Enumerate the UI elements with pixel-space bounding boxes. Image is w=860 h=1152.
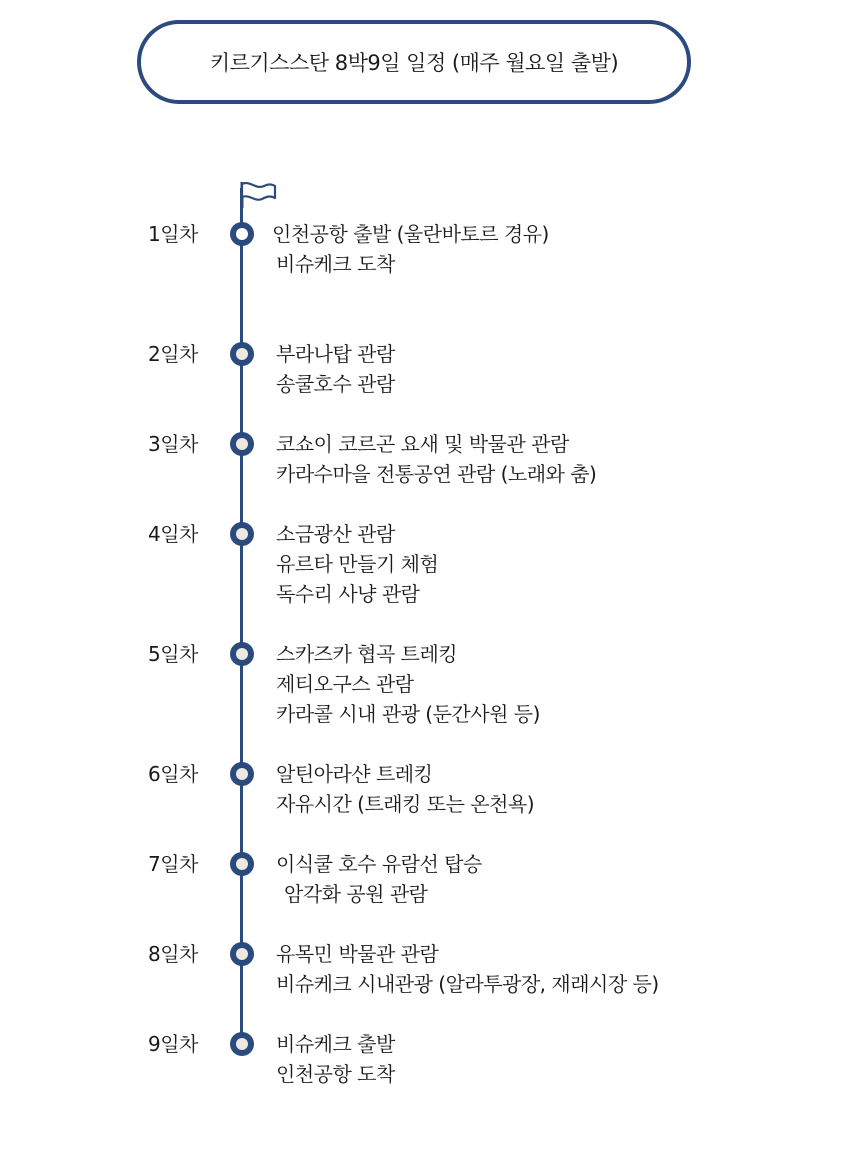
day-label: 1일차 [148, 222, 198, 246]
flag-icon [240, 180, 280, 208]
day-activities [276, 639, 540, 729]
activity-line: 카라콜 시내 관광 (둔간사원 등) [276, 702, 540, 726]
day-activities [276, 849, 482, 909]
day-activities [276, 939, 659, 999]
activity-line: 스카즈카 협곡 트레킹 [276, 642, 458, 666]
activity-line: 독수리 사냥 관람 [276, 582, 420, 606]
day-label: 6일차 [148, 762, 198, 786]
activity-line: 카라수마을 전통공연 관람 (노래와 춤) [276, 462, 597, 486]
activity-line: 송쿨호수 관람 [276, 372, 395, 396]
activity-line: 비슈케크 시내관광 (알라투광장, 재래시장 등) [276, 972, 659, 996]
day-label: 3일차 [148, 432, 198, 456]
day-activities [272, 219, 549, 279]
day-dot-icon [230, 222, 254, 246]
day-activities [276, 339, 395, 399]
activity-line: 유르타 만들기 체험 [276, 552, 439, 576]
day-dot-icon [230, 852, 254, 876]
day-dot-icon [230, 432, 254, 456]
activity-line: 인천공항 도착 [276, 1062, 395, 1086]
activity-line: 비슈케크 출발 [276, 1032, 395, 1056]
day-label: 9일차 [148, 1032, 198, 1056]
day-dot-icon [230, 1032, 254, 1056]
activity-line: 알틴아라샨 트레킹 [276, 762, 433, 786]
day-dot-icon [230, 522, 254, 546]
activity-line: 이식쿨 호수 유람선 탑승 [276, 852, 482, 876]
day-activities [276, 759, 534, 819]
activity-line: 암각화 공원 관람 [284, 882, 428, 906]
timeline-line [240, 188, 243, 1046]
activity-line: 코쇼이 코르곤 요새 및 박물관 관람 [276, 432, 569, 456]
activity-line: 자유시간 (트래킹 또는 온천욕) [276, 792, 535, 816]
activity-line: 제티오구스 관람 [276, 672, 414, 696]
activity-line: 비슈케크 도착 [276, 252, 395, 276]
day-activities [276, 1029, 395, 1089]
day-label: 2일차 [148, 342, 198, 366]
day-dot-icon [230, 342, 254, 366]
activity-line: 소금광산 관람 [276, 522, 395, 546]
day-activities [276, 429, 596, 489]
activity-line: 인천공항 출발 (울란바토르 경유) [272, 222, 549, 246]
activity-line: 유목민 박물관 관람 [276, 942, 439, 966]
activity-line: 부라나탑 관람 [276, 342, 395, 366]
day-label: 4일차 [148, 522, 198, 546]
page-title: 키르기스스탄 8박9일 일정 (매주 월요일 출발) [209, 51, 619, 75]
day-dot-icon [230, 942, 254, 966]
title-box [137, 20, 691, 104]
day-label: 8일차 [148, 942, 198, 966]
day-dot-icon [230, 762, 254, 786]
day-dot-icon [230, 642, 254, 666]
day-label: 7일차 [148, 852, 198, 876]
day-activities [276, 519, 438, 609]
day-label: 5일차 [148, 642, 198, 666]
